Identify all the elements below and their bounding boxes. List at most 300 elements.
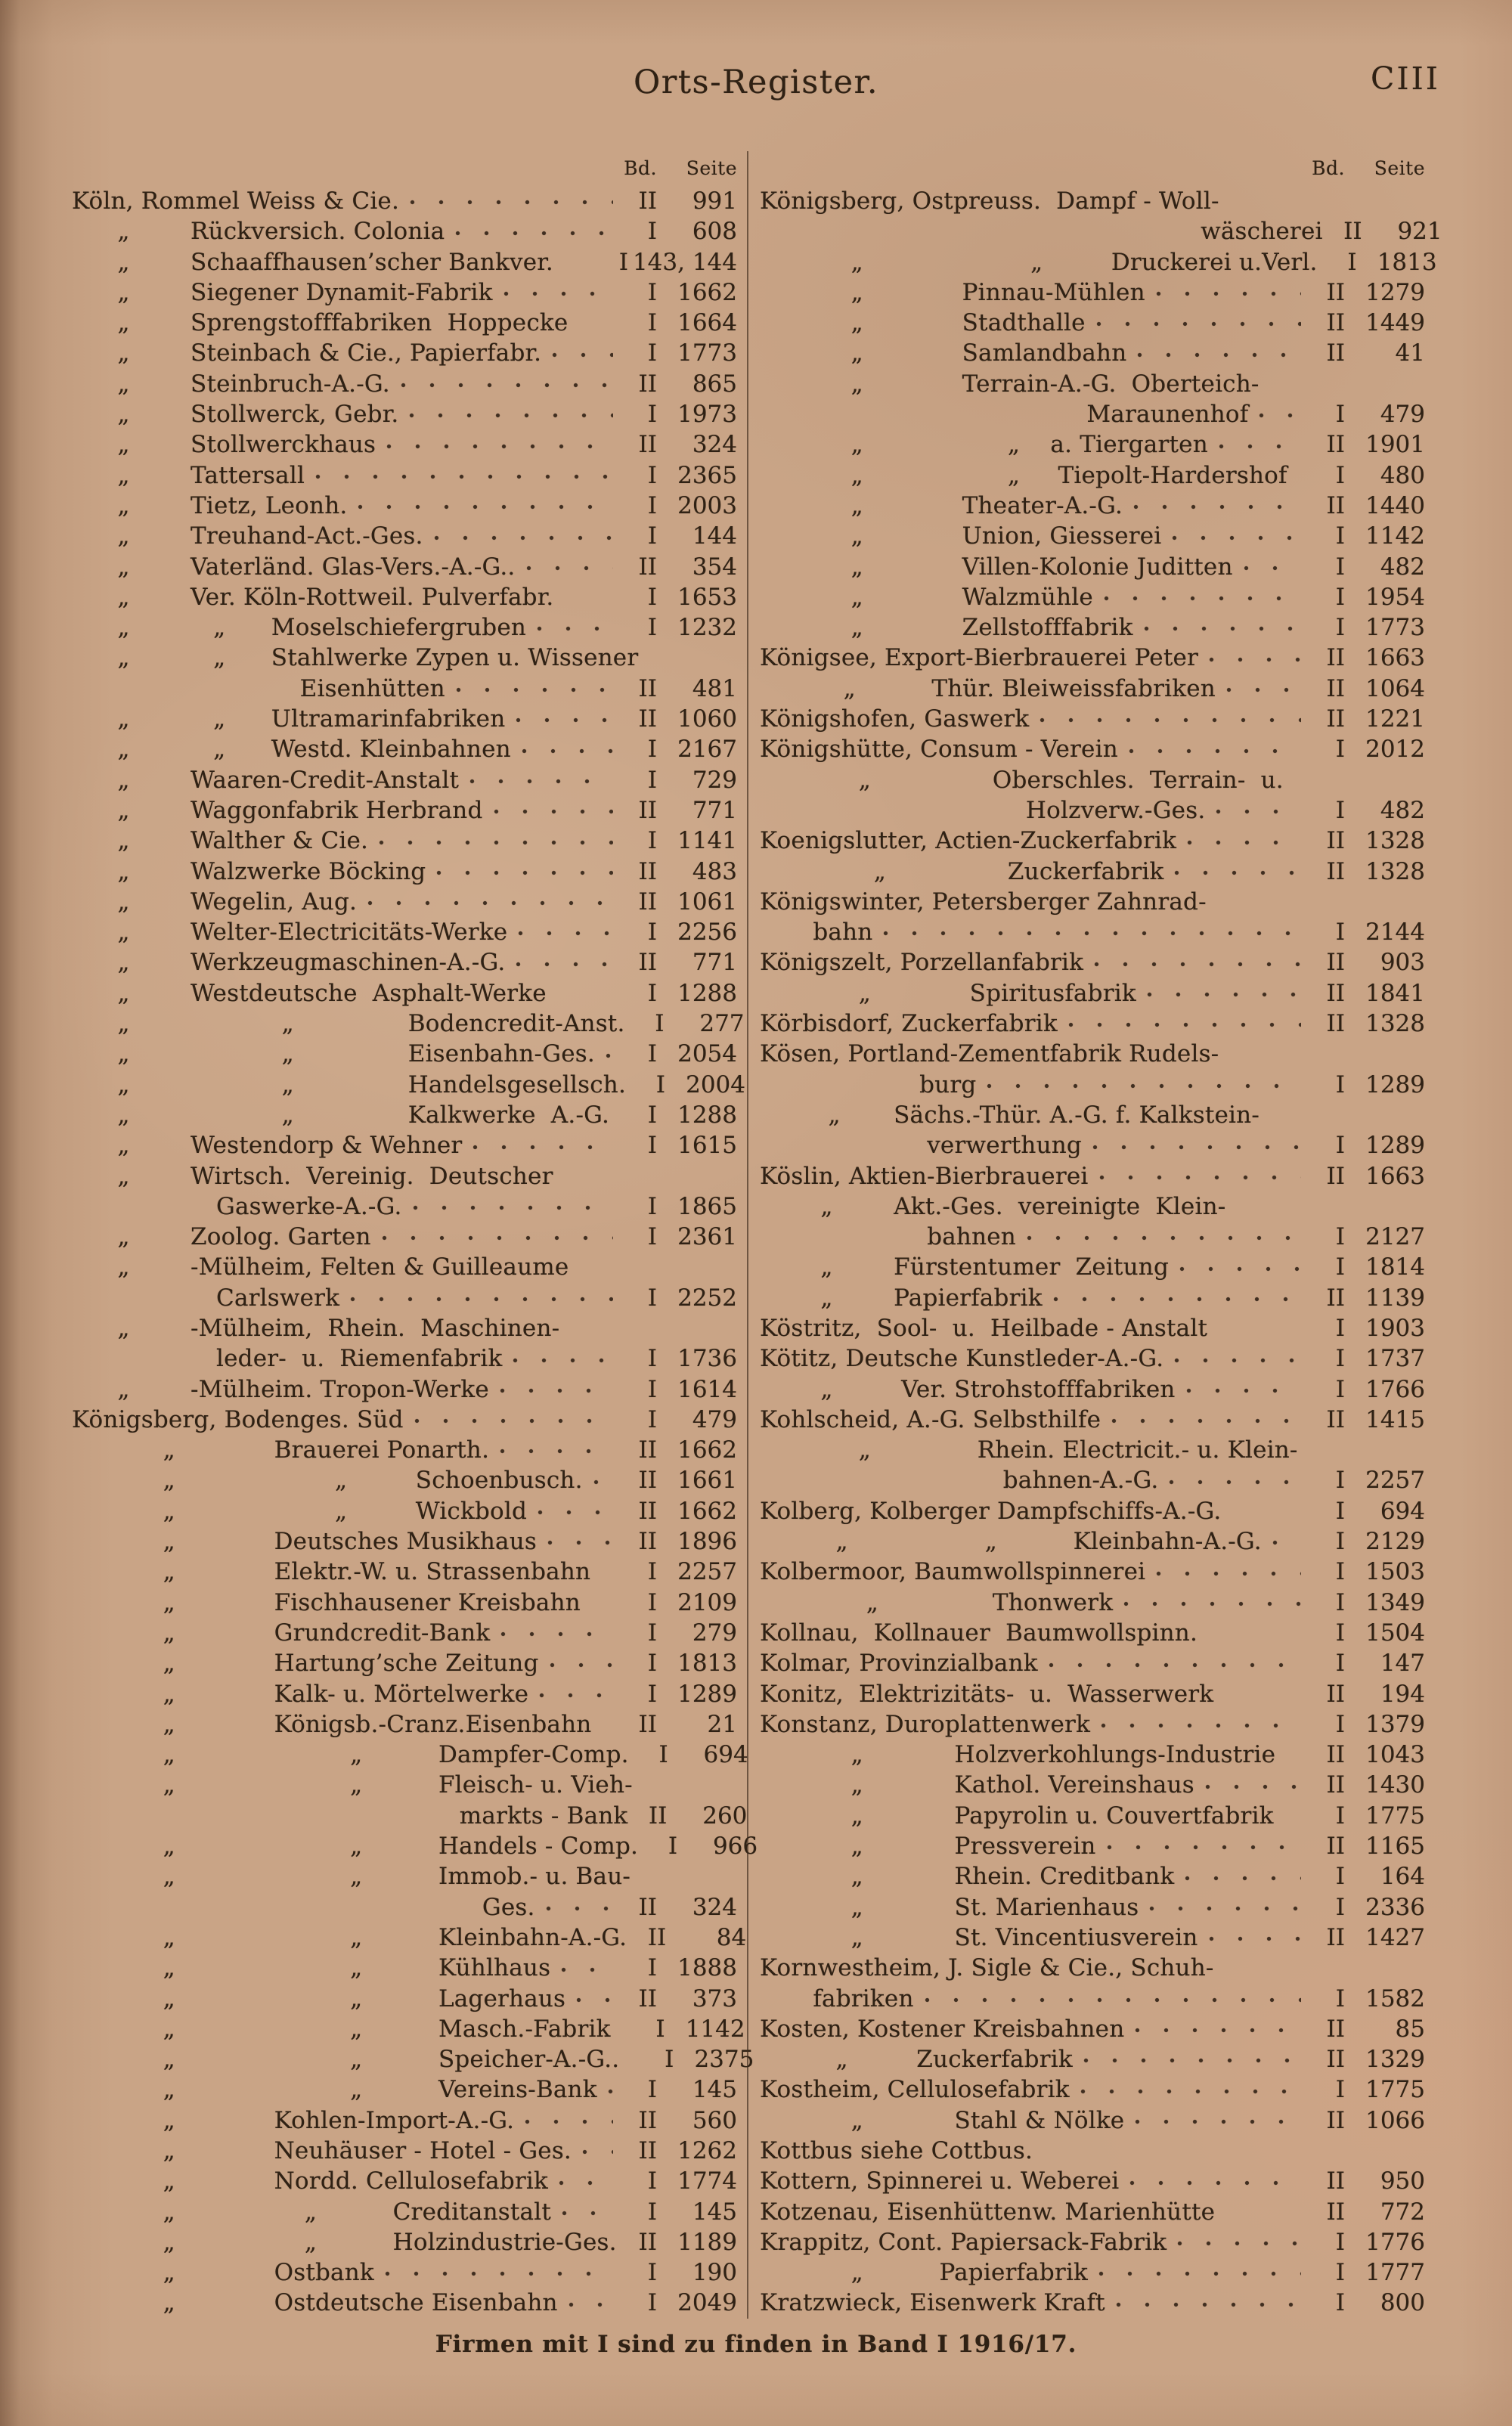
volume-ref: II — [638, 1710, 657, 1738]
index-entry — [72, 1009, 745, 1039]
dot-leader — [518, 931, 613, 936]
index-entry — [72, 1801, 748, 1831]
index-entry — [72, 521, 737, 551]
index-entry — [760, 582, 1425, 612]
volume-ref: I — [655, 2015, 665, 2043]
page-ref: 1043 — [1365, 1741, 1425, 1769]
index-column-right — [747, 151, 1442, 2319]
dot-leader — [1209, 1936, 1301, 1941]
index-entry — [760, 765, 1425, 795]
index-entry — [760, 1283, 1425, 1313]
volume-ref: II — [638, 705, 657, 733]
entry-label: Königsee, Export-Bierbrauerei Peter — [760, 644, 1199, 672]
index-entry — [72, 612, 737, 643]
index-entry — [760, 186, 1425, 216]
entry-label: „ St. Marienhaus — [760, 1893, 1139, 1921]
dot-leader — [494, 809, 613, 814]
index-entry — [760, 308, 1425, 338]
volume-ref: I — [1335, 461, 1345, 489]
volume-ref: I — [647, 278, 657, 306]
page-ref: 1662 — [677, 278, 737, 306]
dot-leader — [1187, 840, 1301, 845]
entry-label: „ -Mülheim, Felten & Guilleaume — [72, 1253, 569, 1281]
entry-label: „ Stahl & Nölke — [760, 2106, 1125, 2134]
entry-label: „ Grundcredit-Bank — [72, 1619, 491, 1647]
dot-leader — [455, 231, 613, 236]
index-entry — [760, 2014, 1425, 2044]
index-entry — [760, 1923, 1425, 1953]
volume-ref: I — [655, 1010, 665, 1038]
index-entry — [760, 1496, 1425, 1526]
entry-label: „ „ Bodencredit-Anst. — [72, 1010, 625, 1038]
volume-ref: I — [1335, 736, 1345, 764]
entry-label: Kottbus siehe Cottbus. — [760, 2137, 1033, 2164]
volume-column-header: Bd. — [1312, 157, 1345, 179]
page-ref: 1430 — [1365, 1771, 1425, 1799]
dot-leader — [883, 931, 1301, 936]
dot-leader — [385, 2271, 613, 2276]
index-entry — [72, 460, 737, 491]
index-entry — [760, 2105, 1425, 2136]
page-ref: 1615 — [677, 1132, 737, 1160]
page-ref: 560 — [692, 2106, 737, 2134]
entry-label: „ Hartung’sche Zeitung — [72, 1650, 539, 1678]
index-entry — [760, 277, 1425, 308]
entry-label: Kolberg, Kolberger Dampfschiffs-A.-G. — [760, 1497, 1222, 1525]
index-entry — [72, 1435, 737, 1465]
page-ref: 2336 — [1365, 1893, 1425, 1921]
dot-leader — [472, 1145, 613, 1150]
index-entry — [72, 917, 737, 947]
volume-ref: I — [655, 1070, 665, 1098]
entry-label: „ „ Wickbold — [72, 1497, 528, 1525]
index-entry — [72, 429, 737, 460]
entry-label: „ Pinnau-Mühlen — [760, 278, 1145, 306]
dot-leader — [1094, 962, 1301, 967]
index-entry — [72, 887, 737, 917]
index-entry — [72, 795, 737, 826]
volume-ref: II — [1326, 1405, 1345, 1433]
index-entry — [760, 2197, 1425, 2227]
volume-ref: II — [638, 187, 657, 215]
page-ref: 2375 — [694, 2046, 754, 2074]
page-ref: 1662 — [677, 1497, 737, 1525]
page-ref: 1814 — [1365, 1253, 1425, 1281]
index-entry — [760, 1343, 1425, 1374]
index-entry — [72, 2044, 754, 2074]
entry-label: Ges. — [72, 1893, 535, 1921]
dot-leader — [561, 1967, 613, 1972]
dot-leader — [436, 870, 613, 875]
page-ref: 1289 — [677, 1680, 737, 1708]
entry-label: „ „ Handels - Comp. — [72, 1833, 639, 1861]
volume-ref: I — [1335, 2076, 1345, 2104]
volume-ref: II — [1326, 2046, 1345, 2074]
entry-label: Königswinter, Petersberger Zahnrad- — [760, 888, 1207, 916]
index-entry — [72, 1892, 737, 1923]
dot-leader — [1116, 2302, 1301, 2307]
entry-label: „ „ Tiepolt-Hardershof — [760, 461, 1287, 489]
index-entry — [72, 2227, 737, 2257]
page-ref: 1896 — [677, 1528, 737, 1556]
dot-leader — [401, 383, 613, 388]
page-ref: 903 — [1380, 949, 1425, 977]
entry-label: „ Oberschles. Terrain- u. — [760, 766, 1284, 794]
index-entry — [72, 1923, 747, 1953]
entry-label: Kollnau, Kollnauer Baumwollspinn. — [760, 1619, 1198, 1647]
volume-ref: I — [1335, 1497, 1345, 1525]
dot-leader — [513, 1358, 613, 1363]
page-ref: 481 — [692, 674, 737, 702]
page-ref: 921 — [1397, 218, 1442, 246]
index-entry — [72, 582, 737, 612]
entry-label: bahn — [760, 919, 873, 947]
page-ref: 729 — [692, 766, 737, 794]
index-entry — [760, 2044, 1425, 2074]
dot-leader — [500, 1388, 613, 1393]
volume-ref: II — [1326, 1771, 1345, 1799]
page-ref: 2256 — [677, 919, 737, 947]
index-entry — [72, 1283, 737, 1313]
dot-leader — [1244, 565, 1301, 571]
dot-leader — [1049, 1662, 1301, 1668]
entry-label: „ Papierfabrik — [760, 1284, 1043, 1312]
entry-label: „ „ Fleisch- u. Vieh- — [72, 1771, 633, 1799]
dot-leader — [550, 1662, 614, 1668]
volume-ref: I — [1335, 796, 1345, 824]
volume-ref: II — [1326, 705, 1345, 733]
page-ref: 1888 — [677, 1954, 737, 1982]
volume-ref: II — [1326, 1923, 1345, 1951]
dot-leader — [1272, 1540, 1301, 1545]
page-ref: 1504 — [1365, 1619, 1425, 1647]
volume-ref: II — [638, 1467, 657, 1495]
entry-label: „ Waaren-Credit-Anstalt — [72, 766, 460, 794]
page-ref: 2167 — [677, 736, 737, 764]
footer-note: Firmen mit I sind zu finden in Band I 1916/17. — [435, 2330, 1077, 2358]
index-entry — [72, 674, 737, 704]
volume-ref: I — [647, 461, 657, 489]
volume-ref: I — [647, 614, 657, 642]
entry-label: „ Villen-Kolonie Juditten — [760, 553, 1233, 581]
index-entry — [760, 1374, 1425, 1405]
page-ref: 147 — [1380, 1650, 1425, 1678]
dot-leader — [1092, 1145, 1301, 1150]
page-ref: 373 — [692, 1984, 737, 2012]
page-ref: 1060 — [677, 705, 737, 733]
page-ref: 1415 — [1365, 1405, 1425, 1433]
page-ref: 966 — [712, 1833, 758, 1861]
dot-leader — [1129, 2180, 1301, 2186]
index-entry — [760, 1618, 1425, 1648]
dot-leader — [516, 962, 613, 967]
page-column-header: Seite — [686, 157, 737, 179]
index-entry — [760, 429, 1425, 460]
volume-ref: II — [638, 2228, 657, 2256]
page-ref: 2127 — [1365, 1223, 1425, 1251]
entry-label: Körbisdorf, Zuckerfabrik — [760, 1010, 1058, 1038]
page-ref: 85 — [1395, 2015, 1425, 2043]
entry-label: „ „ Eisenbahn-Ges. — [72, 1040, 595, 1068]
dot-leader — [413, 1205, 613, 1210]
page-ref: 1954 — [1365, 583, 1425, 611]
entry-label: Konitz, Elektrizitäts- u. Wasserwerk — [760, 1680, 1214, 1708]
dot-leader — [1144, 626, 1301, 631]
volume-ref: I — [1335, 1588, 1345, 1616]
volume-ref: II — [638, 431, 657, 459]
index-entry — [72, 765, 737, 795]
index-entry — [72, 216, 737, 246]
entry-label: „ „ Lagerhaus — [72, 1984, 566, 2012]
index-entry — [760, 1709, 1425, 1740]
page-ref: 1329 — [1365, 2046, 1425, 2074]
volume-ref: I — [1335, 1558, 1345, 1586]
page-ref: 1776 — [1365, 2228, 1425, 2256]
page-ref: 1813 — [1377, 248, 1437, 276]
volume-ref: II — [638, 1893, 657, 1921]
dot-leader — [1156, 291, 1301, 296]
volume-ref: II — [1326, 431, 1345, 459]
entry-label: Konstanz, Duroplattenwerk — [760, 1710, 1091, 1738]
page-ref: 800 — [1380, 2289, 1425, 2317]
entry-label: Gaswerke-A.-G. — [72, 1192, 402, 1220]
entry-label: „ „ Immob.- u. Bau- — [72, 1863, 631, 1891]
dot-leader — [1040, 717, 1301, 723]
index-entry — [760, 1222, 1425, 1252]
index-entry — [760, 1252, 1425, 1282]
entry-label: „ „ Ultramarinfabriken — [72, 705, 506, 733]
dot-leader — [925, 1997, 1301, 2003]
page-ref: 2129 — [1365, 1528, 1425, 1556]
index-entry — [760, 1557, 1425, 1587]
volume-ref: I — [1335, 1223, 1345, 1251]
entry-label: Krappitz, Cont. Papiersack-Fabrik — [760, 2228, 1167, 2256]
entry-label: „ Papierfabrik — [760, 2259, 1089, 2287]
page-ref: 145 — [692, 2076, 737, 2104]
entry-label: „ „ Handelsgesellsch. — [72, 1070, 626, 1098]
page-ref: 1663 — [1365, 644, 1425, 672]
entry-label: „ Theater-A.-G. — [760, 491, 1123, 519]
index-entry — [760, 369, 1425, 399]
dot-leader — [593, 1479, 613, 1485]
dot-leader — [1083, 2058, 1301, 2063]
index-entry — [760, 1435, 1425, 1465]
dot-leader — [382, 1235, 613, 1241]
page-ref: 190 — [692, 2259, 737, 2287]
index-entry — [760, 2257, 1425, 2288]
volume-ref: II — [638, 1984, 657, 2012]
volume-ref: I — [647, 2289, 657, 2317]
page-ref: 1766 — [1365, 1375, 1425, 1403]
volume-ref: I — [647, 1375, 657, 1403]
entry-label: „ Walther & Cie. — [72, 827, 369, 855]
entry-label: Kostheim, Cellulosefabrik — [760, 2076, 1070, 2104]
entry-label: „ „ Schoenbusch. — [72, 1467, 583, 1495]
volume-ref: I — [647, 1954, 657, 1982]
volume-ref: I — [647, 401, 657, 429]
index-entry — [760, 1953, 1425, 1983]
entry-label: „ Walzwerke Böcking — [72, 857, 426, 885]
index-entry — [760, 2074, 1425, 2105]
index-entry — [72, 1161, 737, 1191]
entry-label: „ Holzverkohlungs-Industrie — [760, 1741, 1276, 1769]
entry-label: „ Elektr.-W. u. Strassenbahn — [72, 1558, 591, 1586]
entry-label: „ Papyrolin u. Couvertfabrik — [760, 1802, 1274, 1830]
page-ref: 1232 — [677, 614, 737, 642]
dot-leader — [1133, 504, 1301, 510]
page-ref: 1221 — [1365, 705, 1425, 733]
index-entry — [72, 399, 737, 429]
index-entry — [760, 795, 1425, 826]
volume-ref: II — [647, 1923, 667, 1951]
volume-ref: I — [1335, 1650, 1345, 1678]
page-ref: 1774 — [677, 2167, 737, 2195]
page-ref: 1503 — [1365, 1558, 1425, 1586]
entry-label: „ Tattersall — [72, 461, 305, 489]
dot-leader — [608, 2089, 613, 2094]
index-entry — [72, 1313, 737, 1343]
dot-leader — [547, 1540, 613, 1545]
entry-label: Kosten, Kostener Kreisbahnen — [760, 2015, 1125, 2043]
index-entry — [760, 1831, 1425, 1861]
entry-label: „ Sprengstofffabriken Hoppecke — [72, 309, 569, 337]
page-ref: 194 — [1380, 1680, 1425, 1708]
page-ref: 21 — [707, 1710, 737, 1738]
volume-ref: I — [647, 2259, 657, 2287]
entry-label: „ -Mülheim. Tropon-Werke — [72, 1375, 489, 1403]
volume-ref: I — [668, 1833, 678, 1861]
dot-leader — [386, 444, 613, 449]
entry-label: Kolbermoor, Baumwollspinnerei — [760, 1558, 1146, 1586]
volume-ref: II — [1326, 2015, 1345, 2043]
page-ref: 1328 — [1365, 827, 1425, 855]
volume-ref: I — [647, 827, 657, 855]
entry-label: „ Pressverein — [760, 1833, 1096, 1861]
volume-ref: I — [647, 2167, 657, 2195]
dot-leader — [1186, 1388, 1301, 1393]
entry-label: „ Stollwerck, Gebr. — [72, 401, 399, 429]
entry-label: „ Welter-Electricitäts-Werke — [72, 919, 508, 947]
volume-ref: I — [1335, 1253, 1345, 1281]
index-entry — [760, 612, 1425, 643]
entry-label: „ „ Druckerei u.Verl. — [760, 248, 1318, 276]
volume-ref: II — [1343, 218, 1362, 246]
page-ref: 482 — [1380, 796, 1425, 824]
page-ref: 1139 — [1365, 1284, 1425, 1312]
page-ref: 1440 — [1365, 491, 1425, 519]
page-ref: 1901 — [1365, 431, 1425, 459]
volume-ref: II — [1326, 979, 1345, 1007]
volume-ref: I — [647, 1223, 657, 1251]
index-entry — [760, 947, 1425, 978]
index-entry — [760, 399, 1425, 429]
entry-label: „ Tietz, Leonh. — [72, 491, 348, 519]
entry-label: „ „ Westd. Kleinbahnen — [72, 736, 511, 764]
page-ref: 1142 — [1365, 522, 1425, 550]
index-entry — [72, 277, 737, 308]
entry-label: „ „ Moselschiefergruben — [72, 614, 527, 642]
index-entry — [72, 2074, 737, 2105]
volume-ref: I — [647, 2076, 657, 2104]
dot-leader — [1179, 1266, 1301, 1272]
volume-ref: I — [1335, 2289, 1345, 2317]
dot-leader — [1107, 1845, 1302, 1850]
volume-ref: II — [638, 674, 657, 702]
entry-label: „ Treuhand-Act.-Ges. — [72, 522, 423, 550]
page-ref: 1865 — [677, 1192, 737, 1220]
dot-leader — [1099, 1175, 1301, 1180]
entry-label: „ „ Kleinbahn-A.-G. — [72, 1923, 627, 1951]
index-entry — [72, 2166, 737, 2196]
index-entry — [72, 2105, 737, 2136]
page-ref: 1141 — [677, 827, 737, 855]
volume-ref: I — [1347, 248, 1357, 276]
volume-ref: II — [1326, 827, 1345, 855]
entry-label: „ „ Dampfer-Comp. — [72, 1741, 629, 1769]
index-entry — [760, 491, 1425, 521]
volume-ref: I — [647, 736, 657, 764]
volume-ref: I — [647, 1040, 657, 1068]
index-entry — [72, 2257, 737, 2288]
index-entry — [72, 1374, 737, 1405]
dot-leader — [1149, 1906, 1301, 1911]
volume-ref: I — [647, 522, 657, 550]
entry-label: „ Westdeutsche Asphalt-Werke — [72, 979, 547, 1007]
index-entry — [72, 734, 737, 764]
dot-leader — [1123, 1601, 1301, 1606]
index-entry — [72, 1191, 737, 1222]
dot-leader — [522, 748, 613, 754]
volume-ref: I — [647, 309, 657, 337]
entry-label: „ Sächs.-Thür. A.-G. f. Kalkstein- — [760, 1101, 1259, 1129]
page-ref: 1262 — [677, 2137, 737, 2164]
volume-ref: II — [638, 1497, 657, 1525]
volume-ref: II — [1326, 491, 1345, 519]
page-ref: 1903 — [1365, 1314, 1425, 1342]
dot-leader — [525, 2119, 613, 2124]
index-entry — [72, 308, 737, 338]
dot-leader — [987, 1083, 1301, 1089]
index-entry — [760, 704, 1425, 734]
dot-leader — [526, 565, 614, 571]
page-ref: 1061 — [677, 888, 737, 916]
index-entry — [760, 643, 1425, 673]
volume-ref: I — [658, 1741, 668, 1769]
page-ref: 479 — [1380, 401, 1425, 429]
volume-ref: I — [647, 1284, 657, 1312]
volume-ref: I — [647, 1619, 657, 1647]
page-ref: 1288 — [677, 979, 737, 1007]
entry-label: „ Waggonfabrik Herbrand — [72, 796, 483, 824]
index-entry — [760, 674, 1425, 704]
dot-leader — [1172, 535, 1301, 541]
index-entry — [760, 2136, 1425, 2166]
index-entry — [760, 1405, 1425, 1435]
index-entry — [72, 1953, 737, 1983]
entry-label: „ „ Holzindustrie-Ges. — [72, 2228, 617, 2256]
page-ref: 1736 — [677, 1345, 737, 1373]
volume-ref: I — [618, 248, 628, 276]
index-entry — [72, 491, 737, 521]
entry-label: „ „ Stahlwerke Zypen u. Wissener — [72, 644, 639, 672]
page-ref: 164 — [1380, 1863, 1425, 1891]
entry-label: „ Fischhausener Kreisbahn — [72, 1588, 581, 1616]
page-ref: 608 — [692, 218, 737, 246]
volume-ref: I — [647, 218, 657, 246]
index-entry — [760, 521, 1425, 551]
volume-ref: II — [638, 857, 657, 885]
index-entry — [760, 734, 1425, 764]
